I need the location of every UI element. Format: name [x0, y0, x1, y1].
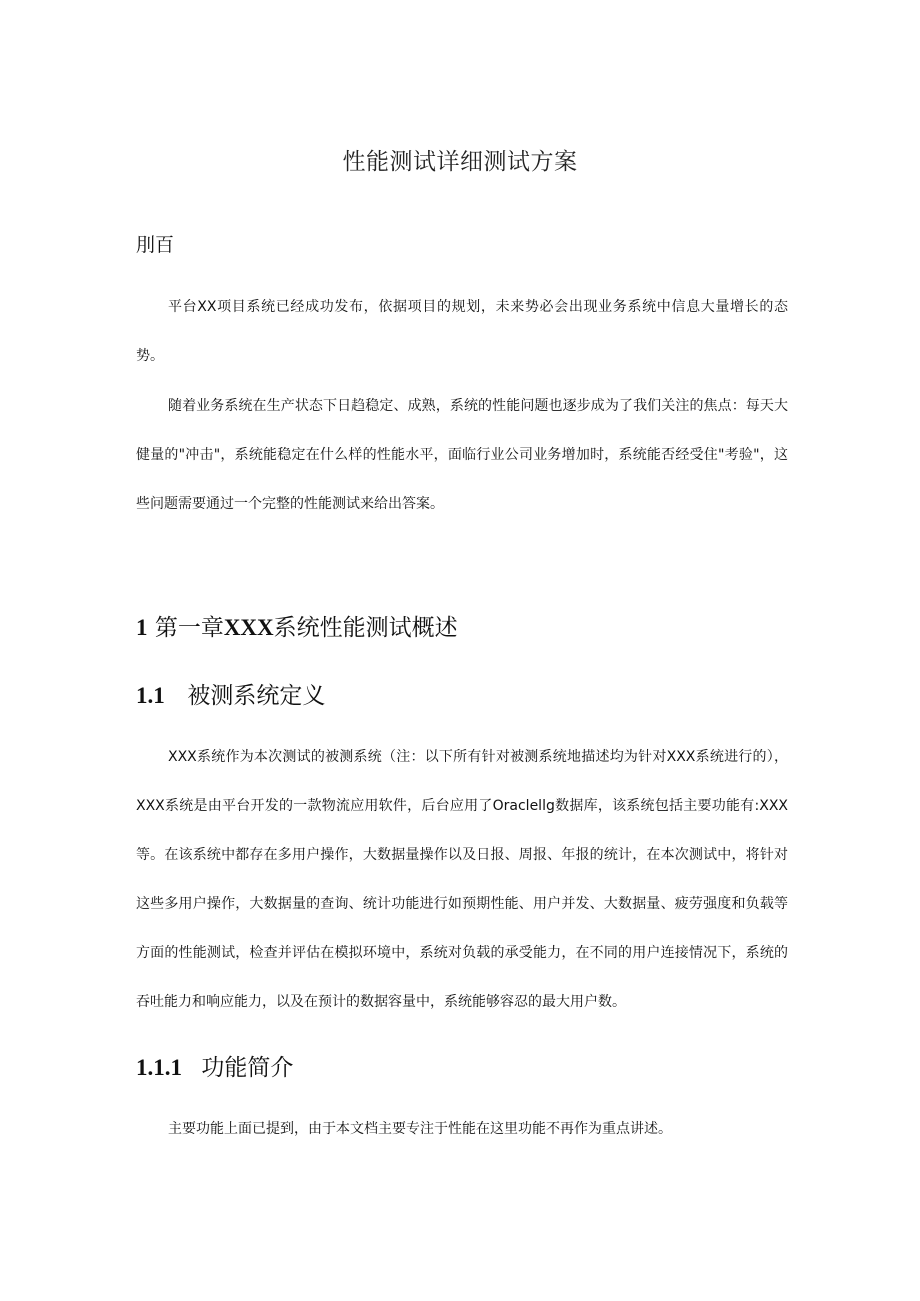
section-1-1-heading [136, 677, 325, 710]
section-1-1-title: 被测系统定义 [187, 683, 326, 709]
chapter-1-number: 1 [136, 615, 148, 640]
section-1-1-1-title: 功能简介 [201, 1055, 294, 1081]
section-1-1-1-number: 1.1.1 [136, 1055, 182, 1080]
chapter-1-prefix: 第一章 [154, 615, 224, 641]
section-1-1-1-paragraph: 主要功能上面已提到，由于本文档主要专注于性能在这里功能不再作为重点讲述。 [168, 1121, 672, 1137]
preface-paragraph-2: 随着业务系统在生产状态下日趋稳定、成熟，系统的性能问题也逐步成为了我们关注的焦点：每天大健量的"冲击"，系统能稳定在什么样的性能水平，面临行业公司业务增加时，系统能否经受住"考验"，这些问题需要通过一个完整的性能测试来给出答案。 [136, 398, 788, 512]
chapter-1-heading [136, 609, 458, 642]
section-1-1-1-heading [136, 1049, 293, 1082]
preface-heading: 刖百 [136, 234, 175, 256]
chapter-1-title: 系统性能测试概述 [273, 615, 458, 641]
chapter-1-system-name: XXX [223, 615, 274, 640]
section-1-1-paragraph: XXX系统作为本次测试的被测系统（注：以下所有针对被测系统地描述均为针对XXX系统进行的），XXX系统是由平台开发的一款物流应用软件，后台应用了Oraclellg数据库，该系统包括主要功能有:XXX等。在该系统中都存在多用户操作，大数据量操作以及日报、周报、年报的统计，在本次测试中，将针对这些多用户操作，大数据量的查询、统计功能进行如预期性能、用户并发、大数据量、疲劳强度和负载等方面的性能测试，检查并评估在模拟环境中，系统对负载的承受能力，在不同的用户连接情况下，系统的吞吐能力和响应能力，以及在预计的数据容量中，系统能够容忍的最大用户数。 [136, 749, 788, 1010]
document-title: 性能测试详细测试方案 [342, 149, 578, 175]
preface-paragraph-1: 平台XX项目系统已经成功发布，依据项目的规划，未来势必会出现业务系统中信息大量增长的态势。 [136, 299, 788, 364]
section-1-1-number: 1.1 [136, 683, 165, 708]
